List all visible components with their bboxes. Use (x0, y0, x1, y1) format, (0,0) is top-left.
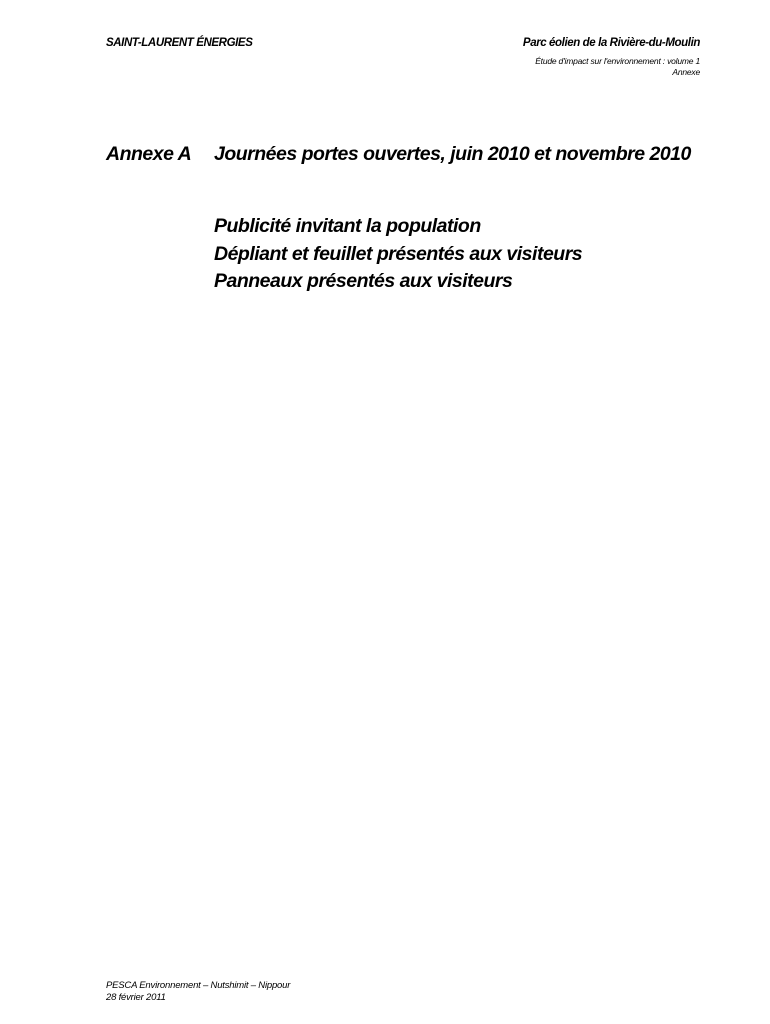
footer-authors: PESCA Environnement – Nutshimit – Nippour (106, 980, 291, 991)
project-name: Parc éolien de la Rivière-du-Moulin (522, 37, 700, 49)
annex-items-list (214, 213, 582, 296)
annex-item: Dépliant et feuillet présentés aux visiteurs (214, 242, 583, 265)
annex-label: Annexe A (106, 143, 192, 165)
annex-item: Panneaux présentés aux visiteurs (214, 270, 513, 292)
footer-date: 28 février 2011 (106, 992, 166, 1003)
section-name: Annexe (672, 67, 700, 77)
annex-title: Journées portes ouvertes, juin 2010 et novembre 2010 (214, 143, 691, 165)
company-name: SAINT-LAURENT ÉNERGIES (106, 37, 253, 49)
annex-item: Publicité invitant la population (214, 215, 481, 237)
annex-heading (106, 143, 691, 166)
document-header (523, 37, 700, 78)
study-title: Étude d'impact sur l'environnement : volume 1 (535, 56, 700, 66)
page-footer (106, 980, 290, 1004)
